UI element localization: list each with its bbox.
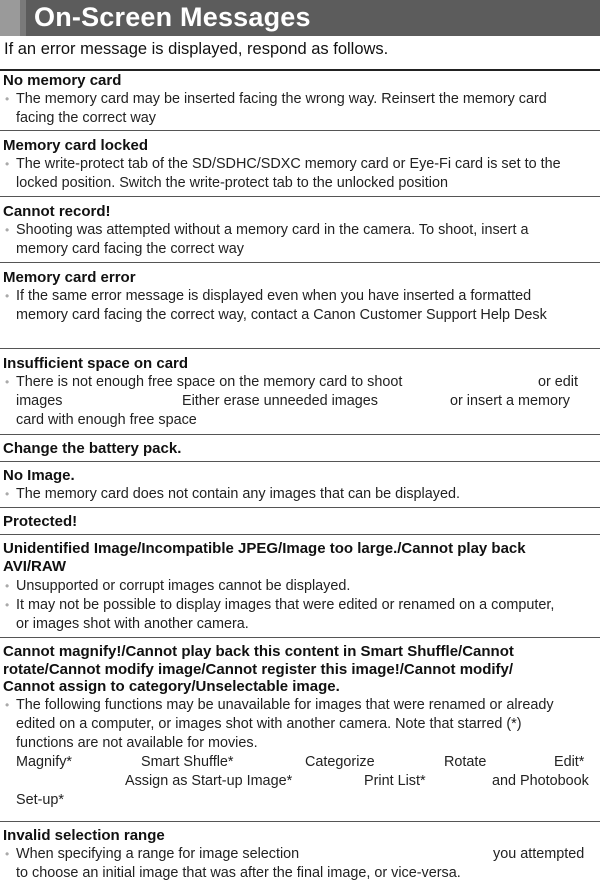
message-memory-card-error <box>0 263 600 349</box>
message-title: Cannot record! <box>3 203 111 220</box>
message-bullet <box>3 155 596 193</box>
bullet-text: • There is not enough free space on the memory card to shoot <box>16 373 403 390</box>
function-photobook: and Photobook <box>492 772 589 789</box>
bullet-line: • Unsupported or corrupt images cannot be displayed. <box>16 578 351 594</box>
message-no-memory-card <box>0 71 600 131</box>
message-title: Protected! <box>3 513 78 530</box>
page-header <box>0 0 600 36</box>
bullet-text: Either erase unneeded images <box>182 392 379 409</box>
message-unidentified-image <box>0 535 600 638</box>
bullet-text: • When specifying a range for image selection <box>16 845 300 862</box>
message-invalid-selection <box>0 822 600 884</box>
bullet-line: or images shot with another camera. <box>16 616 249 632</box>
title-line: Cannot magnify!/Cannot play back this content in Smart Shuffle/Cannot <box>3 643 514 660</box>
bullet-line: • The following functions may be unavailable for images that were renamed or already <box>16 696 554 713</box>
bullet-line: • The memory card may be inserted facing the wrong way. Reinsert the memory card <box>16 90 547 107</box>
title-line: AVI/RAW <box>3 557 67 575</box>
message-bullet <box>3 577 596 596</box>
bullet-line: facing the correct way <box>16 109 156 126</box>
message-title: No memory card <box>3 72 122 89</box>
bullet-line: • It may not be possible to display images that were edited or renamed on a computer, <box>16 597 555 613</box>
bullet-line: locked position. Switch the write-protect tab to the unlocked position <box>16 174 448 191</box>
message-bullet <box>3 373 596 430</box>
title-line: Cannot assign to category/Unselectable image. <box>3 678 340 695</box>
bullet-line: • If the same error message is displayed even when you have inserted a formatted <box>16 287 532 304</box>
function-list-row <box>16 772 596 791</box>
function-magnify: Magnify* <box>16 753 72 770</box>
page-title: On-Screen Messages <box>34 2 311 32</box>
message-bullet <box>3 90 596 128</box>
message-change-battery <box>0 435 600 462</box>
bullet-line: memory card facing the correct way, contact a Canon Customer Support Help Desk <box>16 306 547 323</box>
intro-text: If an error message is displayed, respond as follows. <box>4 40 389 58</box>
message-title: Invalid selection range <box>3 827 165 844</box>
bullet-text: you attempted <box>493 845 585 862</box>
message-protected <box>0 508 600 535</box>
message-memory-card-locked <box>0 131 600 197</box>
message-bullet <box>3 287 596 325</box>
title-line: rotate/Cannot modify image/Cannot register this image!/Cannot modify/ <box>3 660 514 678</box>
function-smart-shuffle: Smart Shuffle* <box>141 753 234 770</box>
bullet-line: • The write-protect tab of the SD/SDHC/SDXC memory card or Eye-Fi card is set to the <box>16 155 561 172</box>
function-print-list: Print List* <box>364 772 426 789</box>
message-insufficient-space <box>0 349 600 435</box>
bullet-line: memory card facing the correct way <box>16 240 244 257</box>
message-no-image <box>0 462 600 508</box>
message-title: No Image. <box>3 467 75 484</box>
bullet-text: images <box>16 392 63 409</box>
function-setup: Set-up* <box>16 791 64 808</box>
message-bullet <box>3 596 596 634</box>
bullet-text: or insert a memory <box>450 392 570 409</box>
function-assign-startup: Assign as Start-up Image* <box>125 772 293 789</box>
bullet-line: • Shooting was attempted without a memory card in the camera. To shoot, insert a <box>16 221 529 238</box>
messages-list <box>0 71 600 884</box>
title-line: Unidentified Image/Incompatible JPEG/Image too large./Cannot play back <box>3 540 526 557</box>
bullet-text: or edit <box>538 373 578 390</box>
function-list-row <box>16 791 596 810</box>
message-title: Memory card error <box>3 269 136 286</box>
function-categorize: Categorize <box>305 753 375 770</box>
function-list-row <box>16 753 596 772</box>
message-bullet <box>3 696 596 810</box>
bullet-line: • The memory card does not contain any images that can be displayed. <box>16 485 460 502</box>
message-title: Memory card locked <box>3 137 149 154</box>
bullet-line: functions are not available for movies. <box>16 734 258 751</box>
bullet-text: to choose an initial image that was after the final image, or vice-versa. <box>16 864 461 881</box>
bullet-line: edited on a computer, or images shot with another camera. Note that starred (*) <box>16 715 522 732</box>
message-bullet <box>3 485 596 504</box>
message-bullet <box>3 221 596 259</box>
message-title <box>3 540 596 575</box>
message-cannot-magnify <box>0 638 600 822</box>
header-tab-marker <box>0 0 20 36</box>
message-title: Change the battery pack. <box>3 440 182 457</box>
message-cannot-record <box>0 197 600 263</box>
message-title <box>3 643 596 696</box>
message-title: Insufficient space on card <box>3 355 189 372</box>
function-rotate: Rotate <box>444 753 487 770</box>
function-edit: Edit* <box>554 753 585 770</box>
message-bullet <box>3 845 596 883</box>
bullet-text: card with enough free space <box>16 411 197 428</box>
